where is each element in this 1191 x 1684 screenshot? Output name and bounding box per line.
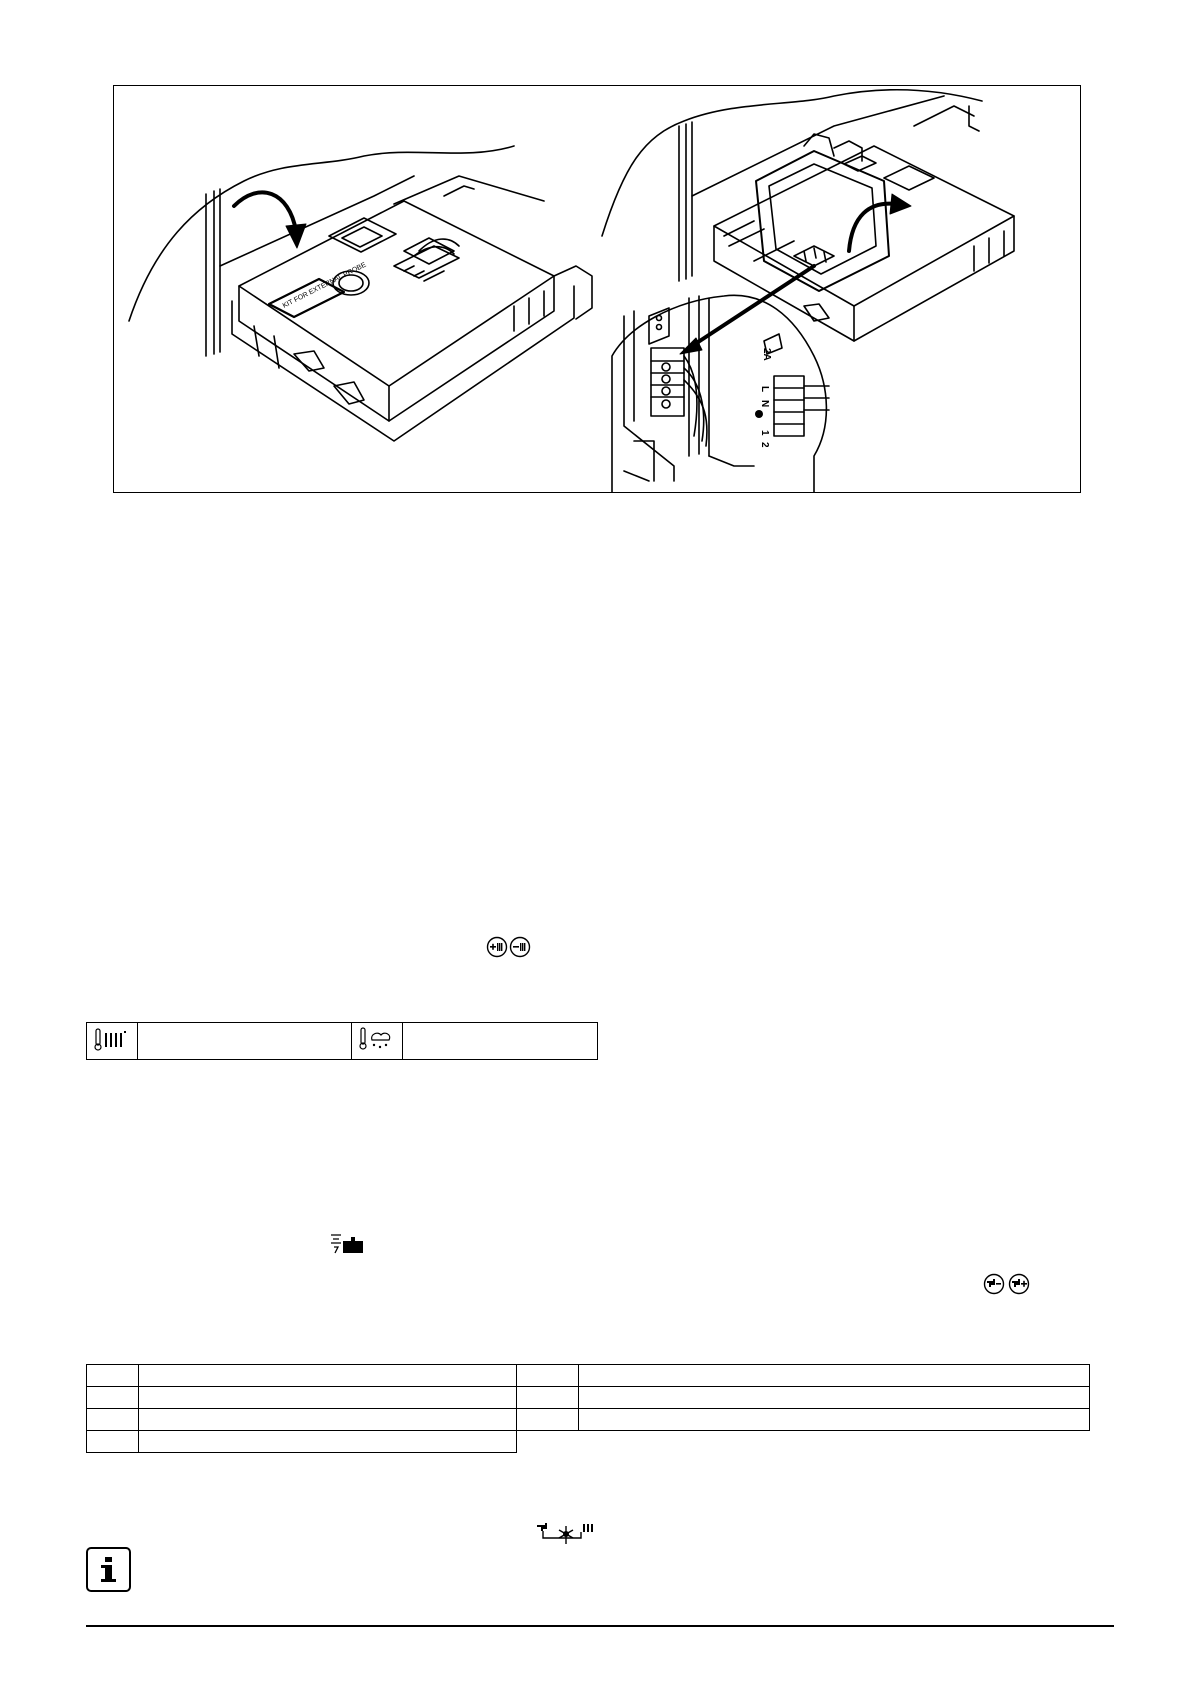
antifreeze-icon <box>535 1522 597 1551</box>
table-cell <box>579 1387 1090 1409</box>
terminal-label-n: N <box>759 400 770 408</box>
table-cell <box>87 1431 139 1453</box>
mode-cell-outdoor-text <box>403 1023 598 1060</box>
table-cell <box>138 1387 516 1409</box>
right-boiler-illustration <box>602 90 1014 341</box>
mode-cell-heating-text <box>137 1023 352 1060</box>
installation-drawing <box>114 86 1081 493</box>
table-cell <box>87 1409 139 1431</box>
parameter-table <box>86 1364 1090 1453</box>
heating-plus-minus-icon <box>486 936 542 963</box>
rotate-arrow-left <box>234 192 296 231</box>
outdoor-thermometer-icon <box>358 1026 396 1052</box>
table-cell <box>516 1409 579 1431</box>
terminal-label-2: 2 <box>759 442 770 448</box>
table-cell-empty <box>516 1431 579 1453</box>
table-cell <box>138 1365 516 1387</box>
mode-cell-outdoor-icon <box>352 1023 403 1060</box>
table-cell <box>87 1387 139 1409</box>
table-cell <box>516 1365 579 1387</box>
ground-symbol-icon <box>755 410 763 418</box>
mode-cell-heating-icon <box>87 1023 138 1060</box>
terminal-label-1: 1 <box>759 430 770 436</box>
footer-rule <box>86 1625 1114 1627</box>
radiator-thermometer-icon <box>93 1027 131 1051</box>
table-cell <box>579 1409 1090 1431</box>
left-boiler-illustration <box>129 146 592 441</box>
info-icon <box>86 1547 131 1592</box>
table-cell <box>138 1431 516 1453</box>
table-cell <box>579 1365 1090 1387</box>
table-cell <box>138 1409 516 1431</box>
installation-figure <box>113 85 1081 493</box>
chimney-sweep-icon <box>329 1233 365 1260</box>
table-cell <box>516 1387 579 1409</box>
tap-plus-minus-icon <box>983 1273 1033 1300</box>
table-cell <box>87 1365 139 1387</box>
terminal-label-l: L <box>759 386 770 393</box>
mode-table <box>86 1022 598 1060</box>
cover-label: KIT FOR EXTERNAL PROBE <box>281 261 368 310</box>
table-cell-empty <box>579 1431 1090 1453</box>
fuse-label: 2A <box>761 348 772 361</box>
